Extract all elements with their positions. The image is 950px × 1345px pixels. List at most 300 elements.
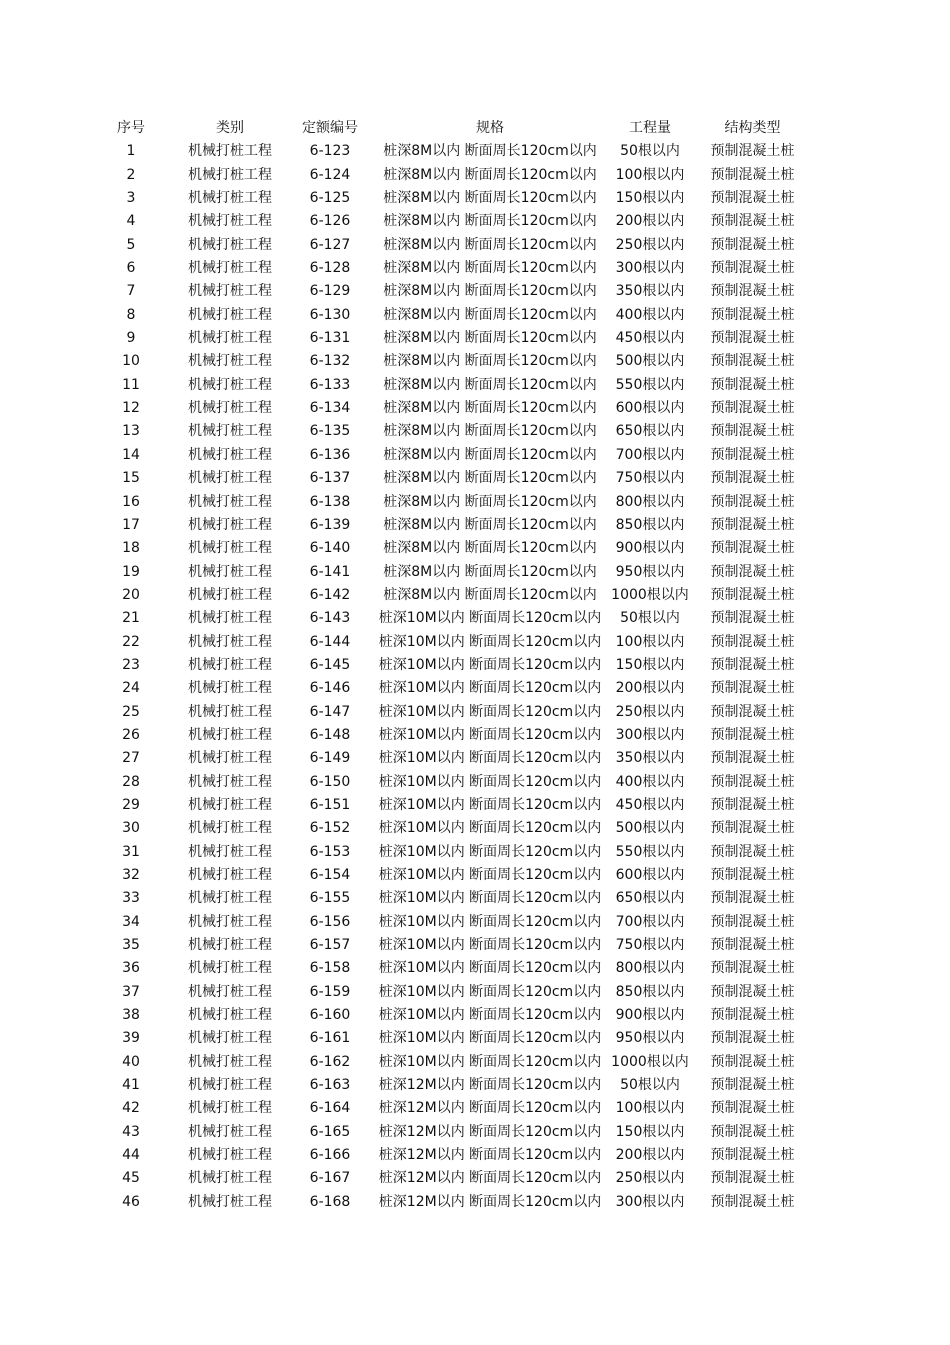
pad-left-cell — [0, 607, 92, 630]
pad-right-cell — [815, 1121, 950, 1144]
cell-category: 机械打桩工程 — [188, 1170, 272, 1187]
table-row — [0, 1097, 950, 1120]
cell-quota-code: 6-160 — [309, 1007, 351, 1024]
cell-structure-type: 预制混凝土桩 — [710, 190, 795, 207]
pad-right-cell — [815, 1167, 950, 1190]
cell-quota-code: 6-129 — [309, 283, 351, 300]
table-row — [0, 140, 950, 163]
cell-category: 机械打桩工程 — [188, 283, 272, 300]
cell-spec: 桩深8M以内 断面周长120cm以内 — [383, 540, 597, 557]
pad-right-cell — [815, 234, 950, 257]
cell-category: 机械打桩工程 — [188, 166, 272, 183]
cell-seq: 14 — [122, 446, 140, 463]
cell-spec: 桩深10M以内 断面周长120cm以内 — [378, 960, 602, 977]
cell-structure-type: 预制混凝土桩 — [710, 1193, 795, 1210]
cell-quota-code: 6-163 — [309, 1077, 351, 1094]
cell-structure-type: 预制混凝土桩 — [710, 913, 795, 930]
cell-quota-code: 6-141 — [309, 563, 351, 580]
pad-right-cell — [815, 957, 950, 980]
cell-spec: 桩深8M以内 断面周长120cm以内 — [383, 260, 597, 277]
cell-quantity: 150根以内 — [615, 656, 685, 673]
cell-quota-code: 6-164 — [309, 1100, 351, 1117]
header-structure-type: 结构类型 — [724, 120, 781, 136]
pad-left-cell — [0, 1144, 92, 1167]
cell-quantity: 50根以内 — [620, 610, 680, 627]
pad-left-cell — [0, 701, 92, 724]
cell-category: 机械打桩工程 — [188, 867, 272, 883]
cell-spec: 桩深10M以内 断面周长120cm以内 — [378, 890, 602, 907]
pad-left-cell — [0, 1051, 92, 1074]
cell-structure-type: 预制混凝土桩 — [710, 656, 795, 673]
pad-right-cell — [815, 210, 950, 233]
cell-quantity: 500根以内 — [615, 820, 685, 837]
cell-quota-code: 6-128 — [309, 260, 351, 277]
cell-structure-type: 预制混凝土桩 — [710, 1053, 795, 1070]
cell-seq: 8 — [126, 306, 136, 323]
cell-quota-code: 6-142 — [309, 586, 351, 603]
cell-seq: 3 — [126, 190, 136, 207]
cell-category: 机械打桩工程 — [188, 1007, 272, 1024]
cell-quantity: 550根以内 — [615, 376, 685, 393]
cell-spec: 桩深8M以内 断面周长120cm以内 — [383, 283, 597, 300]
cell-quota-code: 6-127 — [309, 236, 351, 253]
cell-spec: 桩深8M以内 断面周长120cm以内 — [383, 563, 597, 580]
cell-spec: 桩深8M以内 断面周长120cm以内 — [383, 423, 597, 440]
cell-structure-type: 预制混凝土桩 — [710, 610, 795, 627]
cell-structure-type: 预制混凝土桩 — [710, 166, 795, 183]
cell-quantity: 250根以内 — [615, 703, 685, 720]
cell-spec: 桩深8M以内 断面周长120cm以内 — [383, 516, 597, 533]
pad-right-cell — [815, 1004, 950, 1027]
cell-seq: 9 — [126, 330, 136, 347]
cell-quota-code: 6-125 — [309, 190, 351, 207]
cell-structure-type: 预制混凝土桩 — [710, 843, 795, 860]
pad-right-cell — [815, 1097, 950, 1120]
cell-structure-type: 预制混凝土桩 — [710, 376, 795, 393]
cell-category: 机械打桩工程 — [188, 1123, 272, 1140]
pad-right-cell — [815, 1144, 950, 1167]
cell-quantity: 800根以内 — [615, 960, 685, 977]
cell-quantity: 900根以内 — [615, 540, 685, 557]
cell-seq: 35 — [122, 937, 140, 954]
cell-category: 机械打桩工程 — [188, 633, 272, 650]
pad-left-cell — [0, 794, 92, 817]
cell-category: 机械打桩工程 — [188, 1193, 272, 1210]
pad-left-cell — [0, 1191, 92, 1214]
pad-right-cell — [815, 911, 950, 934]
cell-quota-code: 6-137 — [309, 470, 351, 487]
cell-quantity: 200根以内 — [615, 1147, 685, 1164]
cell-quantity: 600根以内 — [615, 400, 685, 417]
pad-left-cell — [0, 631, 92, 654]
cell-quantity: 650根以内 — [615, 890, 685, 907]
cell-spec: 桩深10M以内 断面周长120cm以内 — [378, 913, 602, 930]
pad-left-cell — [0, 444, 92, 467]
table-row — [0, 771, 950, 794]
cell-quantity: 750根以内 — [615, 470, 685, 487]
cell-category: 机械打桩工程 — [188, 213, 272, 230]
cell-quantity: 200根以内 — [615, 213, 685, 230]
pad-right-cell — [815, 1074, 950, 1097]
cell-quantity: 500根以内 — [615, 353, 685, 370]
cell-spec: 桩深10M以内 断面周长120cm以内 — [378, 633, 602, 650]
cell-spec: 桩深8M以内 断面周长120cm以内 — [383, 470, 597, 487]
pad-left-cell — [0, 491, 92, 514]
cell-quota-code: 6-135 — [309, 423, 351, 440]
table-row — [0, 420, 950, 443]
cell-quantity: 400根以内 — [615, 306, 685, 323]
table-row — [0, 677, 950, 700]
table-row — [0, 444, 950, 467]
cell-category: 机械打桩工程 — [188, 190, 272, 207]
table-row — [0, 491, 950, 514]
table-row — [0, 1027, 950, 1050]
cell-structure-type: 预制混凝土桩 — [710, 773, 795, 790]
cell-quota-code: 6-134 — [309, 400, 351, 417]
cell-structure-type: 预制混凝土桩 — [710, 1170, 795, 1187]
cell-category: 机械打桩工程 — [188, 983, 272, 1000]
cell-spec: 桩深8M以内 断面周长120cm以内 — [383, 353, 597, 370]
cell-quantity: 950根以内 — [615, 1030, 685, 1047]
cell-spec: 桩深10M以内 断面周长120cm以内 — [378, 1053, 602, 1070]
table-row — [0, 957, 950, 980]
pad-left-cell — [0, 327, 92, 350]
header-quantity: 工程量 — [629, 120, 671, 136]
cell-seq: 16 — [122, 493, 140, 510]
cell-quota-code: 6-153 — [309, 843, 351, 860]
cell-structure-type: 预制混凝土桩 — [710, 493, 795, 510]
pad-left-cell — [0, 397, 92, 420]
cell-category: 机械打桩工程 — [188, 1147, 272, 1164]
cell-spec: 桩深10M以内 断面周长120cm以内 — [378, 820, 602, 837]
cell-quota-code: 6-151 — [309, 796, 351, 813]
cell-quantity: 100根以内 — [615, 166, 685, 183]
cell-category: 机械打桩工程 — [188, 1053, 272, 1070]
cell-quota-code: 6-139 — [309, 516, 351, 533]
table-row — [0, 1121, 950, 1144]
cell-quota-code: 6-126 — [309, 213, 351, 230]
pad-left-cell — [0, 747, 92, 770]
cell-spec: 桩深10M以内 断面周长120cm以内 — [378, 867, 602, 883]
cell-spec: 桩深12M以内 断面周长120cm以内 — [378, 1100, 602, 1117]
cell-spec: 桩深8M以内 断面周长120cm以内 — [383, 586, 597, 603]
pad-left-cell — [0, 1167, 92, 1190]
pad-left-cell — [0, 537, 92, 560]
pad-right-cell — [815, 1027, 950, 1050]
pad-right-cell — [815, 981, 950, 1004]
cell-quota-code: 6-154 — [309, 867, 351, 883]
pad-right-cell — [815, 817, 950, 840]
cell-category: 机械打桩工程 — [188, 1077, 272, 1094]
pad-right-cell — [815, 677, 950, 700]
cell-seq: 4 — [126, 213, 136, 230]
pad-left-cell — [0, 911, 92, 934]
cell-structure-type: 预制混凝土桩 — [710, 470, 795, 487]
cell-category: 机械打桩工程 — [188, 306, 272, 323]
table-row — [0, 397, 950, 420]
cell-category: 机械打桩工程 — [188, 820, 272, 837]
pad-right-cell — [815, 420, 950, 443]
cell-seq: 26 — [122, 726, 140, 743]
cell-quota-code: 6-146 — [309, 680, 351, 697]
table-row — [0, 1167, 950, 1190]
table-row — [0, 607, 950, 630]
pad-left-cell — [0, 981, 92, 1004]
table-row — [0, 817, 950, 840]
cell-quota-code: 6-168 — [309, 1193, 351, 1210]
table-row — [0, 234, 950, 257]
cell-seq: 34 — [122, 913, 140, 930]
pad-right-cell — [815, 607, 950, 630]
cell-seq: 24 — [122, 680, 140, 697]
cell-structure-type: 预制混凝土桩 — [710, 516, 795, 533]
cell-category: 机械打桩工程 — [188, 540, 272, 557]
cell-category: 机械打桩工程 — [188, 376, 272, 393]
cell-quota-code: 6-132 — [309, 353, 351, 370]
cell-seq: 43 — [122, 1123, 140, 1140]
pad-left-cell — [0, 374, 92, 397]
pad-right-cell — [815, 654, 950, 677]
pad-left-cell — [0, 467, 92, 490]
cell-quota-code: 6-165 — [309, 1123, 351, 1140]
cell-quantity: 50根以内 — [620, 1077, 680, 1094]
cell-quota-code: 6-155 — [309, 890, 351, 907]
cell-quantity: 200根以内 — [615, 680, 685, 697]
cell-quota-code: 6-148 — [309, 726, 351, 743]
pad-left-cell — [0, 164, 92, 187]
cell-seq: 38 — [122, 1007, 140, 1024]
cell-seq: 29 — [122, 796, 140, 813]
cell-quantity: 100根以内 — [615, 1100, 685, 1117]
cell-quantity: 150根以内 — [615, 1123, 685, 1140]
pad-left-cell — [0, 187, 92, 210]
cell-structure-type: 预制混凝土桩 — [710, 330, 795, 347]
pad-right-cell — [815, 280, 950, 303]
header-seq: 序号 — [117, 120, 145, 136]
cell-category: 机械打桩工程 — [188, 493, 272, 510]
cell-quantity: 750根以内 — [615, 937, 685, 954]
table-row — [0, 584, 950, 607]
cell-seq: 5 — [126, 236, 136, 253]
cell-quota-code: 6-157 — [309, 937, 351, 954]
pad-left-cell — [0, 724, 92, 747]
cell-seq: 11 — [122, 376, 140, 393]
pad-right-cell — [815, 724, 950, 747]
table-row — [0, 981, 950, 1004]
cell-structure-type: 预制混凝土桩 — [710, 1147, 795, 1164]
pad-left-cell — [0, 514, 92, 537]
cell-spec: 桩深10M以内 断面周长120cm以内 — [378, 1030, 602, 1047]
cell-category: 机械打桩工程 — [188, 773, 272, 790]
pad-left-cell — [0, 841, 92, 864]
cell-quantity: 450根以内 — [615, 330, 685, 347]
cell-quantity: 1000根以内 — [611, 1053, 689, 1070]
cell-quantity: 400根以内 — [615, 773, 685, 790]
cell-category: 机械打桩工程 — [188, 913, 272, 930]
cell-spec: 桩深10M以内 断面周长120cm以内 — [378, 656, 602, 673]
pad-left-cell — [0, 257, 92, 280]
table-row — [0, 280, 950, 303]
cell-category: 机械打桩工程 — [188, 446, 272, 463]
cell-category: 机械打桩工程 — [188, 400, 272, 417]
cell-structure-type: 预制混凝土桩 — [710, 143, 795, 160]
table-row — [0, 631, 950, 654]
cell-quota-code: 6-133 — [309, 376, 351, 393]
cell-quota-code: 6-150 — [309, 773, 351, 790]
pile-quota-table — [0, 117, 950, 1214]
cell-spec: 桩深8M以内 断面周长120cm以内 — [383, 236, 597, 253]
cell-structure-type: 预制混凝土桩 — [710, 306, 795, 323]
cell-spec: 桩深8M以内 断面周长120cm以内 — [383, 400, 597, 417]
cell-quota-code: 6-123 — [309, 143, 351, 160]
pad-left-cell — [0, 117, 92, 140]
cell-spec: 桩深8M以内 断面周长120cm以内 — [383, 143, 597, 160]
cell-category: 机械打桩工程 — [188, 586, 272, 603]
pad-right-cell — [815, 864, 950, 887]
header-row — [0, 117, 950, 140]
cell-seq: 19 — [122, 563, 140, 580]
cell-structure-type: 预制混凝土桩 — [710, 890, 795, 907]
cell-category: 机械打桩工程 — [188, 610, 272, 627]
cell-category: 机械打桩工程 — [188, 353, 272, 370]
table-row — [0, 1144, 950, 1167]
pad-right-cell — [815, 140, 950, 163]
cell-spec: 桩深12M以内 断面周长120cm以内 — [378, 1147, 602, 1164]
pad-right-cell — [815, 117, 950, 140]
cell-quota-code: 6-162 — [309, 1053, 351, 1070]
cell-spec: 桩深10M以内 断面周长120cm以内 — [378, 1007, 602, 1024]
cell-structure-type: 预制混凝土桩 — [710, 750, 795, 767]
pad-right-cell — [815, 304, 950, 327]
cell-category: 机械打桩工程 — [188, 680, 272, 697]
pad-right-cell — [815, 771, 950, 794]
cell-quota-code: 6-124 — [309, 166, 351, 183]
cell-category: 机械打桩工程 — [188, 750, 272, 767]
cell-spec: 桩深8M以内 断面周长120cm以内 — [383, 493, 597, 510]
cell-seq: 10 — [122, 353, 140, 370]
cell-quota-code: 6-147 — [309, 703, 351, 720]
cell-structure-type: 预制混凝土桩 — [710, 796, 795, 813]
cell-seq: 18 — [122, 540, 140, 557]
cell-seq: 22 — [122, 633, 140, 650]
cell-category: 机械打桩工程 — [188, 890, 272, 907]
cell-seq: 25 — [122, 703, 140, 720]
cell-quantity: 800根以内 — [615, 493, 685, 510]
cell-structure-type: 预制混凝土桩 — [710, 1030, 795, 1047]
cell-category: 机械打桩工程 — [188, 236, 272, 253]
cell-structure-type: 预制混凝土桩 — [710, 1007, 795, 1024]
cell-seq: 41 — [122, 1077, 140, 1094]
table-row — [0, 350, 950, 373]
cell-seq: 7 — [126, 283, 136, 300]
cell-structure-type: 预制混凝土桩 — [710, 283, 795, 300]
cell-quantity: 250根以内 — [615, 1170, 685, 1187]
cell-seq: 31 — [122, 843, 140, 860]
cell-category: 机械打桩工程 — [188, 563, 272, 580]
pad-right-cell — [815, 584, 950, 607]
table-row — [0, 887, 950, 910]
cell-spec: 桩深10M以内 断面周长120cm以内 — [378, 773, 602, 790]
pad-right-cell — [815, 841, 950, 864]
cell-seq: 23 — [122, 656, 140, 673]
table-row — [0, 841, 950, 864]
cell-structure-type: 预制混凝土桩 — [710, 260, 795, 277]
cell-seq: 2 — [126, 166, 136, 183]
cell-spec: 桩深10M以内 断面周长120cm以内 — [378, 983, 602, 1000]
cell-quantity: 300根以内 — [615, 260, 685, 277]
cell-structure-type: 预制混凝土桩 — [710, 960, 795, 977]
pad-left-cell — [0, 957, 92, 980]
table-row — [0, 164, 950, 187]
cell-quota-code: 6-138 — [309, 493, 351, 510]
cell-spec: 桩深8M以内 断面周长120cm以内 — [383, 446, 597, 463]
table-row — [0, 701, 950, 724]
cell-quota-code: 6-161 — [309, 1030, 351, 1047]
pad-left-cell — [0, 1074, 92, 1097]
cell-quantity: 50根以内 — [620, 143, 680, 160]
spreadsheet-page — [0, 117, 950, 1214]
cell-category: 机械打桩工程 — [188, 726, 272, 743]
cell-seq: 33 — [122, 890, 140, 907]
cell-spec: 桩深8M以内 断面周长120cm以内 — [383, 376, 597, 393]
cell-category: 机械打桩工程 — [188, 143, 272, 160]
cell-seq: 32 — [122, 867, 140, 883]
cell-quantity: 100根以内 — [615, 633, 685, 650]
cell-quantity: 700根以内 — [615, 913, 685, 930]
cell-seq: 28 — [122, 773, 140, 790]
pad-left-cell — [0, 1027, 92, 1050]
pad-right-cell — [815, 397, 950, 420]
cell-structure-type: 预制混凝土桩 — [710, 353, 795, 370]
cell-quantity: 300根以内 — [615, 726, 685, 743]
pad-right-cell — [815, 1191, 950, 1214]
pad-left-cell — [0, 1121, 92, 1144]
cell-category: 机械打桩工程 — [188, 516, 272, 533]
cell-category: 机械打桩工程 — [188, 260, 272, 277]
pad-right-cell — [815, 187, 950, 210]
cell-spec: 桩深8M以内 断面周长120cm以内 — [383, 330, 597, 347]
cell-quantity: 450根以内 — [615, 796, 685, 813]
cell-spec: 桩深12M以内 断面周长120cm以内 — [378, 1077, 602, 1094]
cell-quantity: 600根以内 — [615, 867, 685, 883]
pad-right-cell — [815, 934, 950, 957]
table-row — [0, 1074, 950, 1097]
cell-structure-type: 预制混凝土桩 — [710, 423, 795, 440]
cell-seq: 12 — [122, 400, 140, 417]
cell-spec: 桩深10M以内 断面周长120cm以内 — [378, 843, 602, 860]
pad-right-cell — [815, 327, 950, 350]
cell-quantity: 950根以内 — [615, 563, 685, 580]
cell-quota-code: 6-159 — [309, 983, 351, 1000]
cell-quantity: 250根以内 — [615, 236, 685, 253]
table-row — [0, 537, 950, 560]
cell-quota-code: 6-166 — [309, 1147, 351, 1164]
cell-seq: 17 — [122, 516, 140, 533]
cell-quota-code: 6-149 — [309, 750, 351, 767]
cell-quota-code: 6-131 — [309, 330, 351, 347]
cell-seq: 46 — [122, 1193, 140, 1210]
pad-right-cell — [815, 444, 950, 467]
pad-right-cell — [815, 374, 950, 397]
cell-seq: 21 — [122, 610, 140, 627]
pad-right-cell — [815, 514, 950, 537]
cell-spec: 桩深10M以内 断面周长120cm以内 — [378, 703, 602, 720]
table-row — [0, 864, 950, 887]
cell-category: 机械打桩工程 — [188, 960, 272, 977]
cell-spec: 桩深12M以内 断面周长120cm以内 — [378, 1193, 602, 1210]
header-spec: 规格 — [476, 120, 504, 136]
cell-quota-code: 6-140 — [309, 540, 351, 557]
